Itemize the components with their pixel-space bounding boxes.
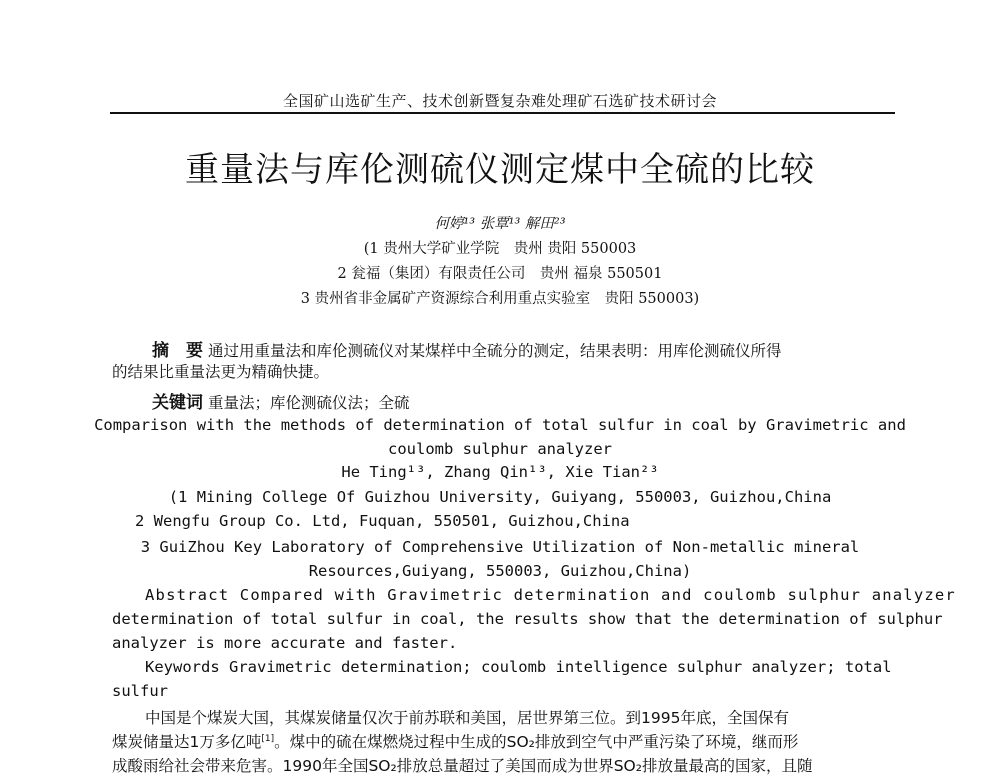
affiliation-en-1: (1 Mining College Of Guizhou University, Guiyang, 550003, Guizhou,China bbox=[168, 488, 832, 506]
abstract-cn-line-2: 的结果比重量法更为精确快捷。 bbox=[112, 363, 330, 381]
affiliation-cn-1: (1 贵州大学矿业学院 贵州 贵阳 550003 bbox=[363, 241, 637, 257]
abstract-cn-line-1 bbox=[152, 336, 781, 361]
authors-en: He Ting¹³, Zhang Qin¹³, Xie Tian²³ bbox=[341, 463, 659, 481]
intro-line-1: 中国是个煤炭大国，其煤炭储量仅次于前苏联和美国，居世界第三位。到1995年底，全国保有 bbox=[145, 709, 789, 727]
keywords-cn-text: 重量法；库伦测硫仪法；全硫 bbox=[207, 394, 410, 412]
paper-title: 重量法与库伦测硫仪测定煤中全硫的比较 bbox=[185, 150, 815, 190]
abstract-cn-text-1: 通过用重量法和库伦测硫仪对某煤样中全硫分的测定，结果表明：用库伦测硫仪所得 bbox=[207, 342, 782, 360]
abstract-en-line-3: analyzer is more accurate and faster. bbox=[112, 634, 458, 652]
keywords-cn bbox=[152, 388, 409, 413]
conference-header: 全国矿山选矿生产、技术创新暨复杂难处理矿石选矿技术研讨会 bbox=[282, 92, 717, 110]
abstract-cn-label: 摘 要 bbox=[152, 341, 203, 361]
abstract-en-line-2: determination of total sulfur in coal, the results show that the determination of sulphur bbox=[112, 610, 943, 628]
intro-line-2-text: 煤炭储量达1万多亿吨 bbox=[112, 733, 262, 751]
affiliation-en-3: 3 GuiZhou Key Laboratory of Comprehensive Utilization of Non-metallic mineral bbox=[140, 538, 860, 556]
header-rule bbox=[110, 112, 895, 114]
affiliation-en-2: 2 Wengfu Group Co. Ltd, Fuquan, 550501, Guizhou,China bbox=[135, 512, 630, 530]
affiliation-cn-3: 3 贵州省非金属矿产资源综合利用重点实验室 贵阳 550003) bbox=[300, 291, 700, 307]
english-title-line-1: Comparison with the methods of determination of total sulfur in coal by Gravimetric and bbox=[94, 416, 906, 434]
authors-cn: 何婷¹³ 张覃¹³ 解田²³ bbox=[434, 216, 566, 232]
keywords-en-line-2: sulfur bbox=[112, 682, 168, 700]
english-title-line-2: coulomb sulphur analyzer bbox=[388, 440, 612, 458]
intro-line-2 bbox=[112, 730, 798, 752]
abstract-en-line-1: Abstract Compared with Gravimetric determination and coulomb sulphur analyzer bbox=[145, 586, 956, 604]
intro-line-3: 成酸雨给社会带来危害。1990年全国SO₂排放总量超过了美国而成为世界SO₂排放量最高的国家，且随 bbox=[112, 757, 813, 775]
affiliation-en-4: Resources,Guiyang, 550003, Guizhou,China) bbox=[308, 562, 692, 580]
keywords-en-line-1: Keywords Gravimetric determination; coulomb intelligence sulphur analyzer; total bbox=[145, 658, 892, 676]
keywords-cn-label: 关键词 bbox=[152, 393, 203, 413]
intro-line-2-text-cont: 。煤中的硫在煤燃烧过程中生成的SO₂排放到空气中严重污染了环境，继而形 bbox=[274, 733, 799, 751]
affiliation-cn-2: 2 瓮福（集团）有限责任公司 贵州 福泉 550501 bbox=[337, 266, 663, 282]
citation-ref: [1] bbox=[261, 733, 275, 744]
